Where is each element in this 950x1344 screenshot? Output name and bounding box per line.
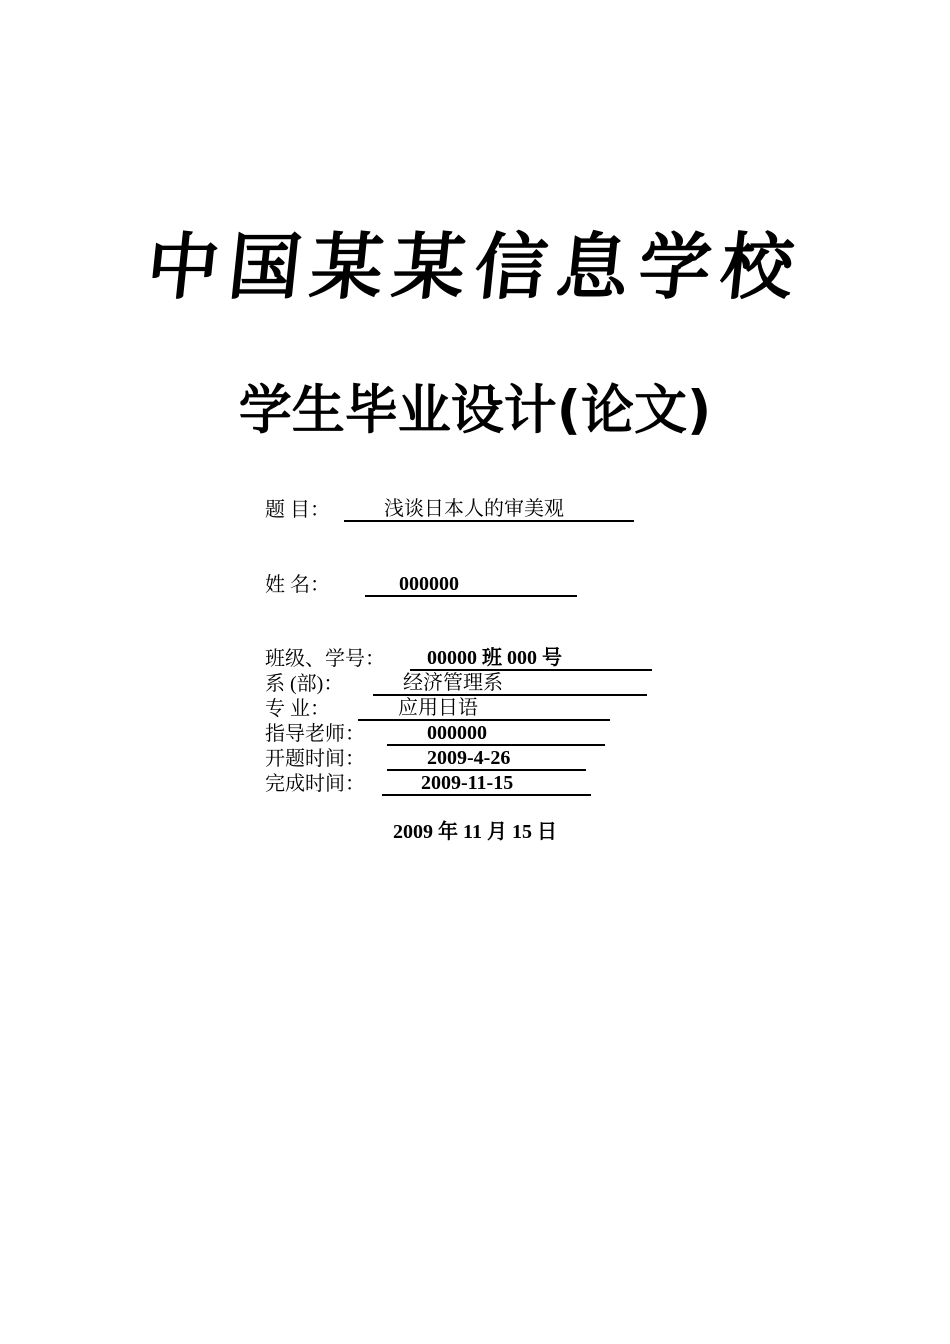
document-title: 学生毕业设计(论文) [238, 380, 712, 441]
major-value-line [358, 697, 610, 721]
field-topic [265, 498, 564, 522]
topic-value: 浅谈日本人的审美观 [384, 498, 564, 520]
field-finish-date [265, 772, 514, 796]
major-value: 应用日语 [398, 697, 478, 719]
department-value: 经济管理系 [403, 672, 503, 694]
major-label: 专 业： [265, 698, 330, 720]
start-date-label: 开题时间： [265, 748, 365, 770]
field-department [265, 672, 503, 696]
finish-date-value-line [382, 772, 591, 796]
name-label: 姓 名： [265, 574, 330, 596]
department-label: 系 (部)： [265, 673, 344, 695]
start-date-value-line [387, 747, 586, 771]
field-class-id [265, 647, 562, 671]
start-date-value: 2009-4-26 [427, 747, 511, 769]
advisor-value-line [387, 722, 605, 746]
finish-date-label: 完成时间： [265, 773, 365, 795]
advisor-label: 指导老师： [265, 723, 365, 745]
topic-label: 题 目： [265, 499, 330, 521]
school-name: 中国某某信息学校 [142, 224, 808, 309]
field-name [265, 573, 459, 597]
topic-value-line [344, 498, 634, 522]
finish-date-value: 2009-11-15 [421, 772, 514, 794]
field-advisor [265, 722, 487, 746]
department-value-line [373, 672, 647, 696]
class-id-label: 班级、学号： [265, 648, 385, 670]
class-id-value-line [410, 647, 652, 671]
name-value-line [365, 573, 577, 597]
field-major [265, 697, 478, 721]
field-start-date [265, 747, 511, 771]
advisor-value: 000000 [427, 722, 487, 744]
name-value: 000000 [399, 573, 459, 595]
completion-date: 2009 年 11 月 15 日 [393, 821, 557, 843]
class-id-value: 00000 班 000 号 [427, 647, 562, 669]
